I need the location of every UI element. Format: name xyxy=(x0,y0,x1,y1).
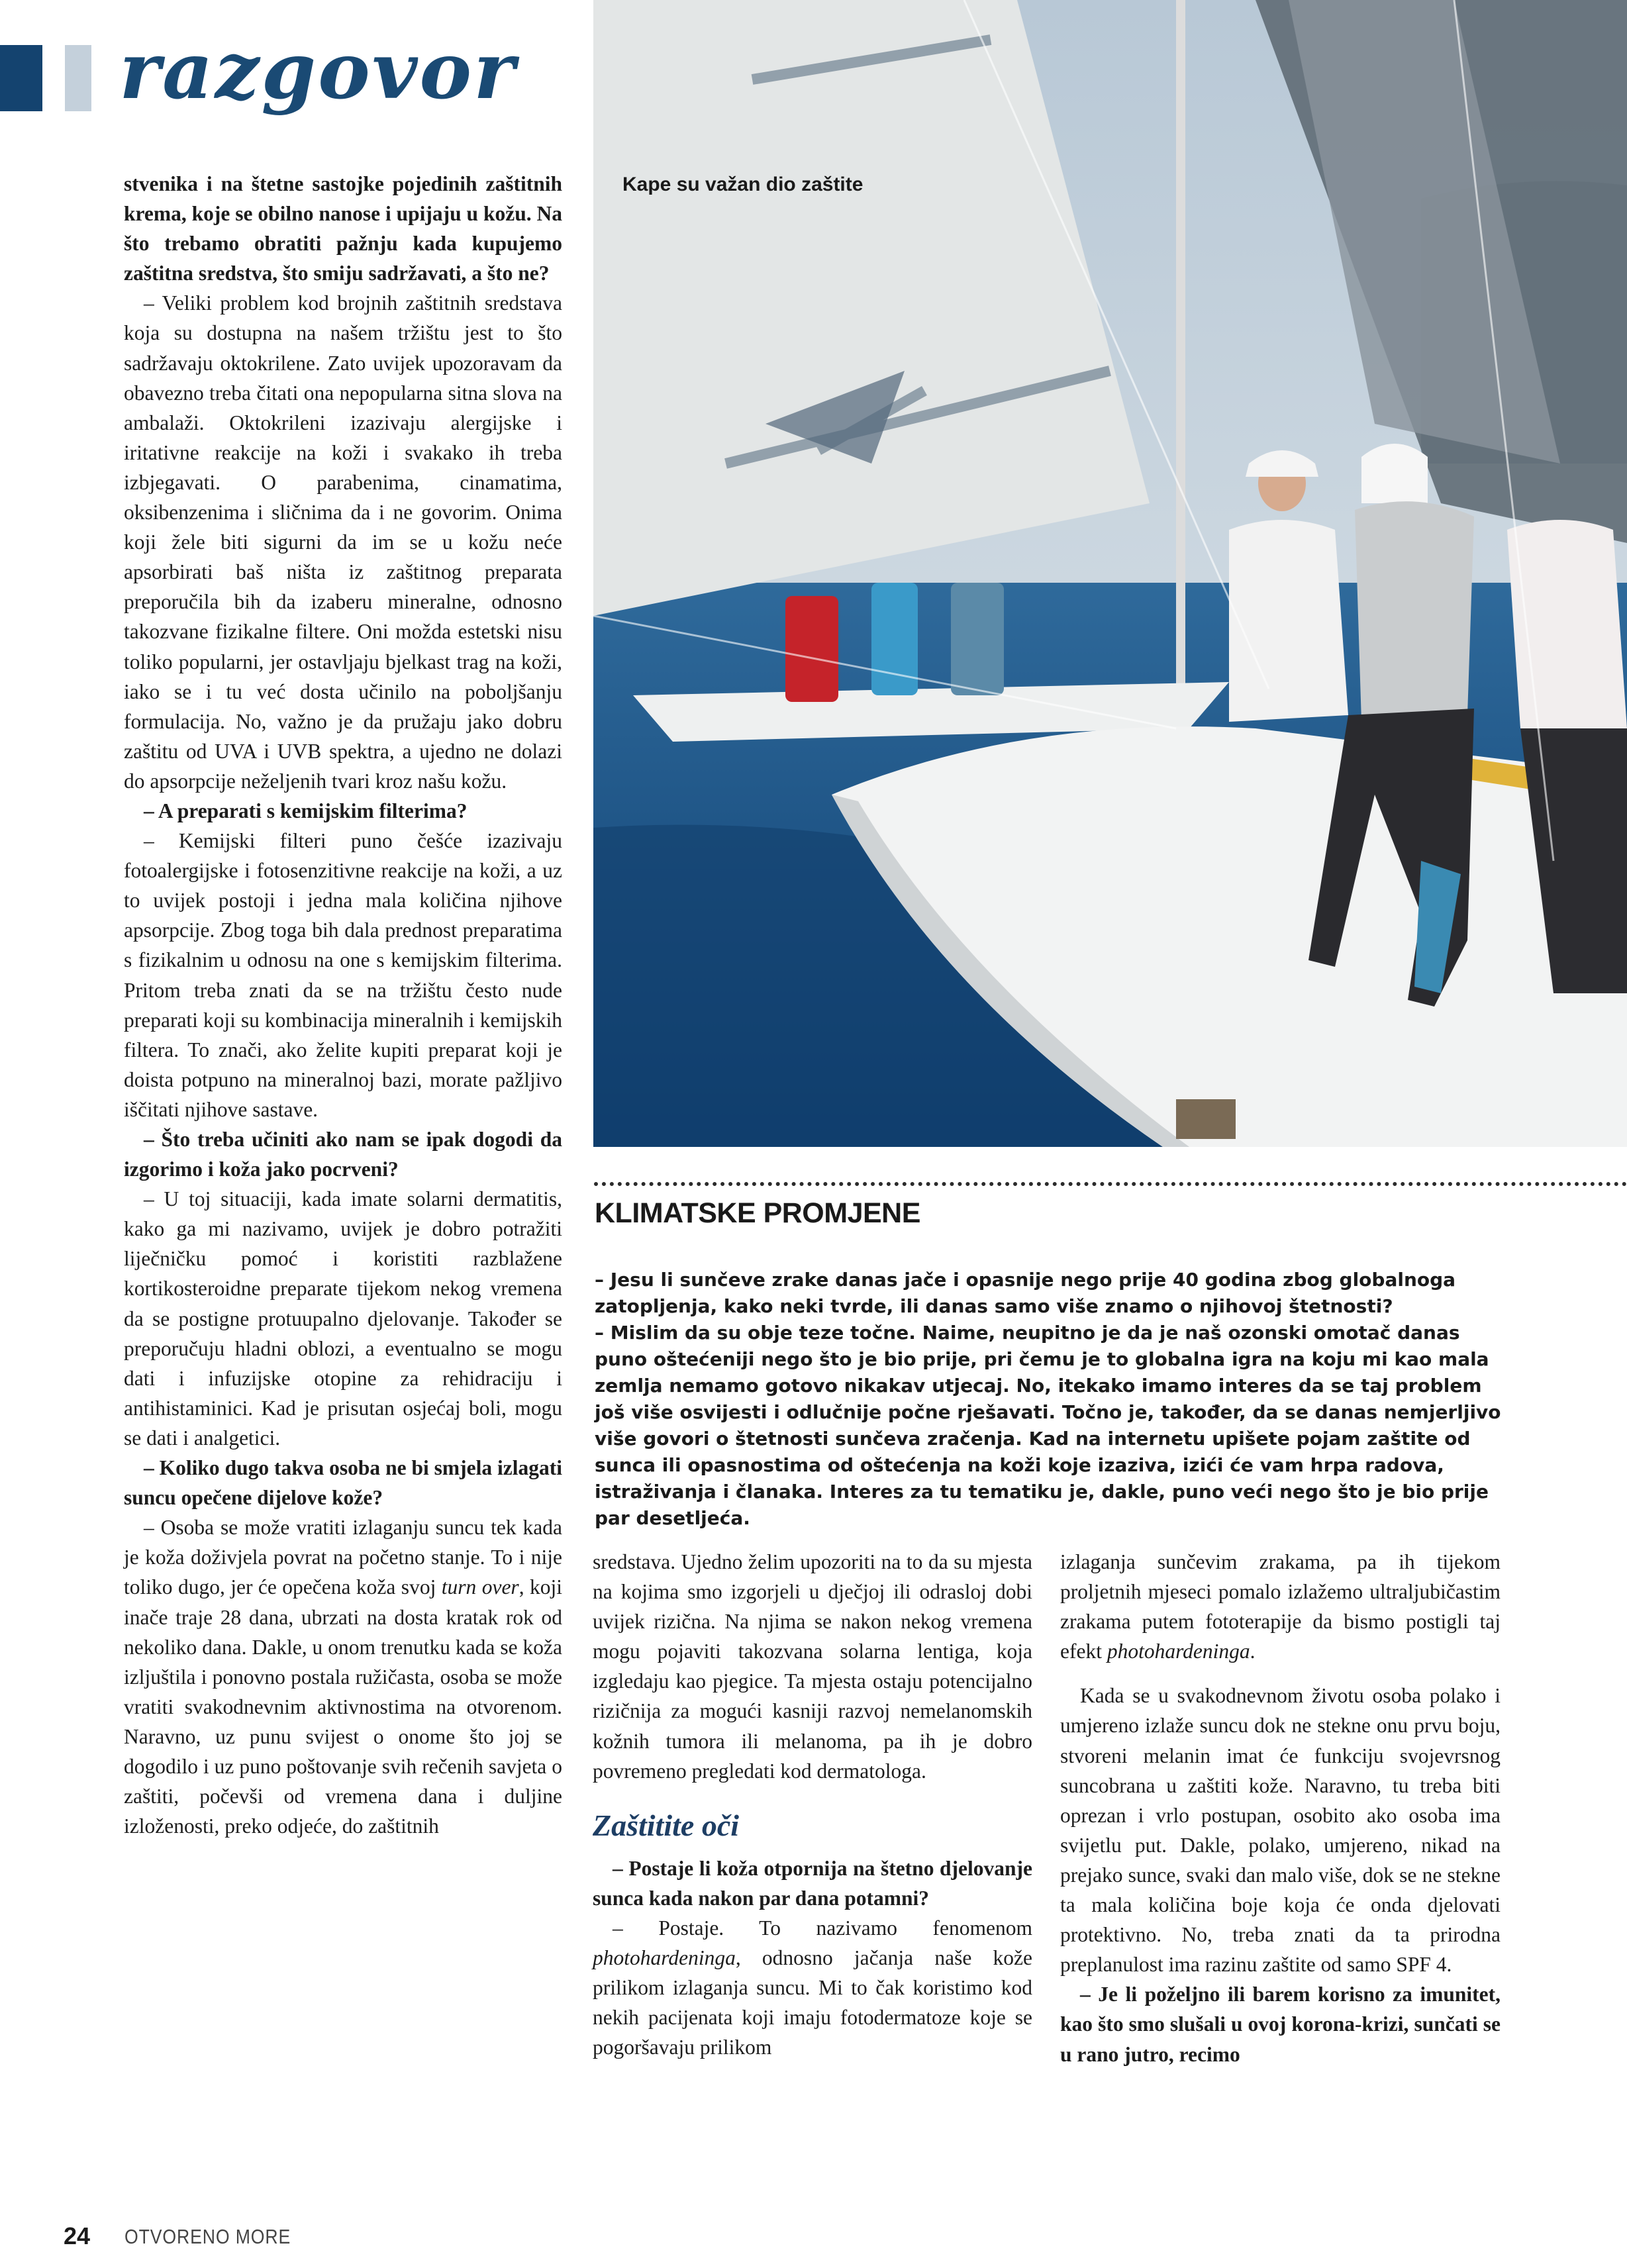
answer-paragraph: – U toj situaciji, kada imate solarni dermatitis, kako ga mi nazivamo, uvijek je dobro potražiti liječničku pomoć i koristiti razblažene kortikosteroidne preparate tijekom nekog vremena da se postigne protuupalno djelovanje. Također se preporučuju hladni oblozi, a eventualno se mogu dati i infuzijske otopine za rehidraciju i antihistaminici. Kad je prisutan osjećaj boli, mogu se dati i analgetici. xyxy=(124,1187,562,1450)
foreign-term: photohardeninga xyxy=(1107,1640,1250,1663)
box-title: KLIMATSKE PROMJENE xyxy=(595,1197,920,1229)
box-question: – Jesu li sunčeve zrake danas jače i opasnije nego prije 40 godina zbog globalnoga zatopljenja, kako neki tvrde, ili danas samo više znamo o njihovoj štetnosti? xyxy=(595,1269,1456,1317)
answer-paragraph: – Veliki problem kod brojnih zaštitnih sredstava koja su dostupna na našem tržištu jest to što sadržavaju oktokrilene. Zato uvijek upozoravam da obavezno treba čitati ona nepopularna sitna slova na ambalaži. Oktokrileni izazivaju alergijske i iritativne reakcije na koži i svakako ih treba izbjegavati. O parabenima, cinamatima, oksibenzenima i sličnima da i ne govorim. Onima koji žele biti sigurni da im se u kožu neće apsorbirati baš ništa iz zaštitnog preparata preporučila bih da izaberu mineralne, odnosno takozvane fizikalne filtere. Oni možda estetski nisu toliko popularni, jer ostavljaju bjelkast trag na koži, iako se i tu već dosta učinilo na poboljšanju formulacija. No, važno je da pružaju jako dobru zaštitu od UVA i UVB spektra, a ujedno ne dolazi do apsorpcije neželjenih tvari kroz našu kožu. xyxy=(124,291,562,793)
climate-box-text xyxy=(595,1267,1515,1532)
foreign-term: turn over xyxy=(441,1575,519,1599)
question: – Je li poželjno ili barem korisno za imunitet, kao što smo slušali u ovoj korona-krizi, sunčati se u rano jutro, recimo xyxy=(1060,1983,1501,2066)
subheading: Zaštitite oči xyxy=(593,1808,740,1842)
section-marker xyxy=(0,45,42,111)
sailing-photo xyxy=(593,0,1627,1147)
question: – A preparati s kemijskim filterima? xyxy=(144,799,468,822)
page-number: 24 xyxy=(64,2222,91,2249)
answer-paragraph: – Postaje. To nazivamo fenomenom photohardeninga, odnosno jačanja naše kože prilikom izlaganja suncu. Mi to čak koristimo kod nekih pacijenata koji imaju fotodermatoze koje se pogoršavaju prilikom xyxy=(593,1916,1032,2059)
foreign-term: photohardeninga xyxy=(593,1946,736,1970)
question: – Postaje li koža otpornija na štetno djelovanje sunca kada nakon par dana potamni? xyxy=(593,1856,1032,1910)
sailing-photo-illustration xyxy=(593,0,1627,1147)
answer-paragraph: sredstava. Ujedno želim upozoriti na to da su mjesta na kojima smo izgorjeli u dječjoj ili odrasloj dobi uvijek rizična. Na njima se nakon nekog vremena mogu pojaviti takozvana solarna lentiga, koja izgledaju kao pjegice. Ta mjesta ostaju potencijalno rizičnija za mogući kasniji razvoj nemelanomskih kožnih tumora ili melanoma, pa ih je dobro povremeno pregledati kod dermatologa. xyxy=(593,1550,1032,1783)
photo-caption: Kape su važan dio zaštite xyxy=(622,173,863,195)
question: – Što treba učiniti ako nam se ipak dogodi da izgorimo i koža jako pocrveni? xyxy=(124,1128,562,1181)
question: stvenika i na štetne sastojke pojedinih zaštitnih krema, koje se obilno nanose i upijaju u kožu. Na što trebamo obratiti pažnju kada kupujemo zaštitna sredstva, što smiju sadržavati, a što ne? xyxy=(124,172,562,285)
article-column-3 xyxy=(1060,1547,1501,2069)
section-marker-light xyxy=(65,45,91,111)
answer-paragraph: – Kemijski filteri puno češće izazivaju fotoalergijske i fotosenzitivne reakcije na koži, a uz to uvijek postoji i jedna mala količina njihove apsorpcije. Zbog toga bih dala prednost preparatima s fizikalnim u odnosu na one s kemijskim filterima. Pritom treba znati da se na tržištu često nude preparati koji su kombinacija mineralnih i kemijskih filtera. To znači, ako želite kupiti preparat koji je doista potpuno na mineralnoj bazi, morate pažljivo iščitati njihove sastave. xyxy=(124,829,562,1121)
box-answer: – Mislim da su obje teze točne. Naime, neupitno je da je naš ozonski omotač danas puno oštećeniji nego što je bio prije, pri čemu je to globalna igra na koju mi kao mala zemlja nemamo gotovo nikakav utjecaj. No, itekako imamo interes da se taj problem još više osvijesti i odlučnije počne rješavati. Točno je, također, da se danas nemjerljivo više govori o štetnosti sunčeva zračenja. Kad na internetu upišete pojam zaštite od sunca ili opasnostima od oštećenja na koži koje izaziva, izići će vam hrpa radova, istraživanja i članaka. Interes za tu tematiku je, dakle, puno veći nego što je bio prije par desetljeća. xyxy=(595,1322,1501,1529)
answer-paragraph: – Osoba se može vratiti izlaganju suncu tek kada je koža doživjela povrat na početno stanje. To i nije toliko dugo, jer će opečena koža svoj turn over, koji inače traje 28 dana, ubrzati na dosta kratak rok od nekoliko dana. Dakle, u onom trenutku kada se koža izljuštila i ponovno postala ružičasta, osoba se može vratiti svakodnevnim aktivnostima na otvorenom. Naravno, uz punu svijest o onome što joj se dogodilo i uz puno poštovanje svih rečenih savjeta o zaštiti, počevši od vremena dana i duljine izloženosti, preko odjeće, do zaštitnih xyxy=(124,1516,562,1838)
answer-paragraph: izlaganja sunčevim zrakama, pa ih tijekom proljetnih mjeseci pomalo izlažemo ultraljubičastim zrakama putem fototerapije da bismo postigli taj efekt photohardeninga. xyxy=(1060,1550,1501,1663)
answer-paragraph: Kada se u svakodnevnom životu osoba polako i umjereno izlaže suncu dok ne stekne onu prvu boju, stvoreni melanin imat će funkciju svojevrsnog suncobrana u zaštiti kože. Naravno, tu treba biti oprezan i vrlo postupan, osobito ako osoba ima svijetlu put. Dakle, polako, umjereno, nikad na prejako sunce, svaki dan malo više, dok se ne stekne ta mala količina boje koja će onda djelovati protektivno. No, treba znati da ta prirodna preplanulost ima razinu zaštite od samo SPF 4. xyxy=(1060,1684,1501,1977)
publication-name: OTVORENO MORE xyxy=(124,2225,291,2248)
article-column-2 xyxy=(593,1547,1032,2062)
question: – Koliko dugo takva osoba ne bi smjela izlagati suncu opečene dijelove kože? xyxy=(124,1456,562,1510)
section-title: razgovor xyxy=(119,25,517,117)
article-column-1 xyxy=(124,169,562,1841)
box-divider xyxy=(594,1182,1627,1186)
